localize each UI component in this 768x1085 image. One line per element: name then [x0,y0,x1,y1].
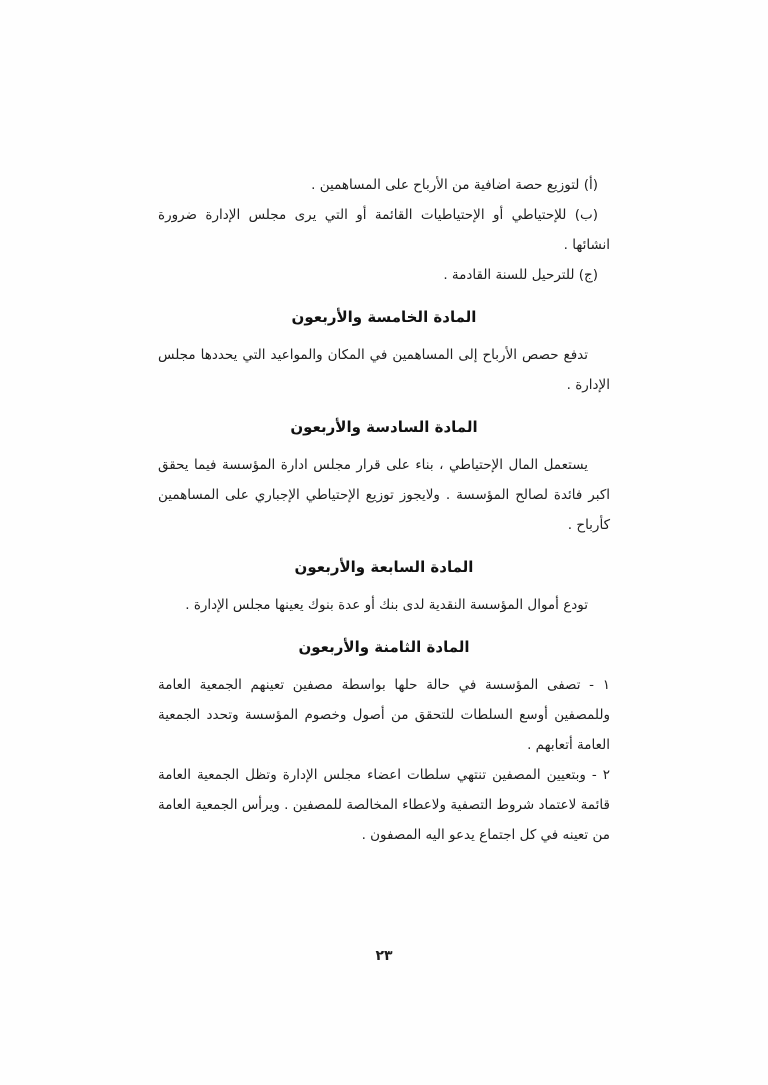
page-number: ٢٣ [375,948,393,964]
article-46-body: يستعمل المال الإحتياطي ، بناء على قرار مجلس ادارة المؤسسة فيما يحقق اكبر فائدة لصالح المؤسسة . ولايجوز توزيع الإحتياطي الإجباري على المساهمين كأرباح . [158,457,610,533]
article-48-item-1: ١ - تصفى المؤسسة في حالة حلها بواسطة مصفين تعينهم الجمعية العامة وللمصفين أوسع السلطات للتحقق من أصول وخصوم المؤسسة وتحدد الجمعية العامة أتعابهم . [158,677,610,753]
article-47-heading: المادة السابعة والأربعون [294,558,474,576]
list-item-b: (ب) للإحتياطي أو الإحتياطيات القائمة أو التي يرى مجلس الإدارة ضرورة انشائها . [158,207,610,253]
page-content [158,170,610,850]
article-45-body: تدفع حصص الأرباح إلى المساهمين في المكان والمواعيد التي يحددها مجلس الإدارة . [158,347,610,393]
article-45-heading: المادة الخامسة والأربعون [291,308,477,326]
article-47-body: تودع أموال المؤسسة النقدية لدى بنك أو عدة بنوك يعينها مجلس الإدارة . [185,597,588,613]
article-46-heading: المادة السادسة والأربعون [290,418,478,436]
list-item-a: (أ) لتوزيع حصة اضافية من الأرباح على المساهمين . [311,177,598,193]
article-48-heading: المادة الثامنة والأربعون [298,638,470,656]
list-item-c: (ج) للترحيل للسنة القادمة . [443,267,598,283]
article-48-item-2: ٢ - وبتعيين المصفين تنتهي سلطات اعضاء مجلس الإدارة وتظل الجمعية العامة قائمة لاعتماد شروط التصفية ولاعطاء المخالصة للمصفين . ويرأس الجمعية العامة من تعينه في كل اجتماع يدعو اليه المصفون . [158,767,610,843]
